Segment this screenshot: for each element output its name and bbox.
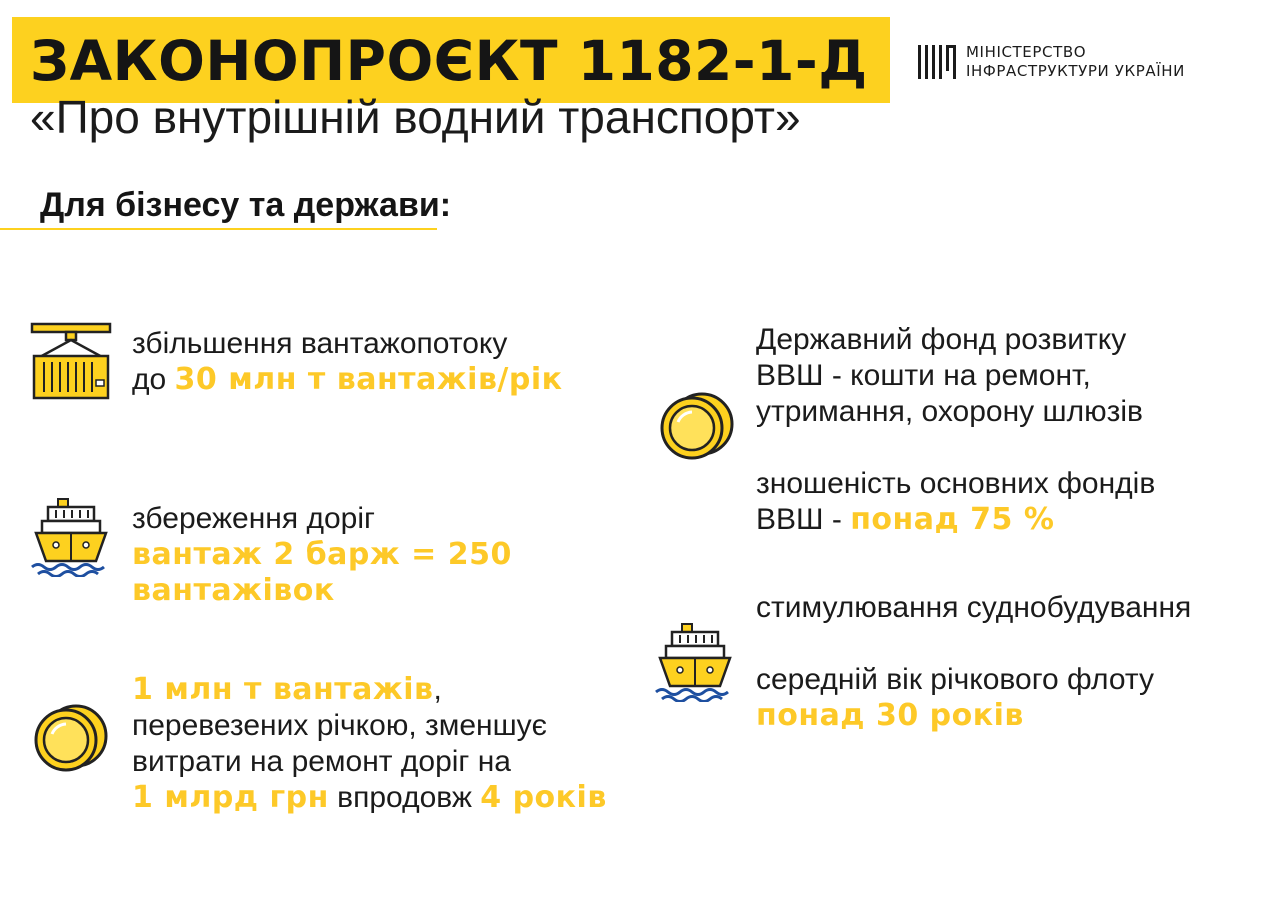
benefit-text: ВВШ - понад 75 % xyxy=(756,502,1055,537)
benefit-highlight: вантаж 2 барж = 250 xyxy=(132,537,512,572)
page-subtitle: «Про внутрішній водний транспорт» xyxy=(30,91,801,143)
coins-icon xyxy=(30,698,110,778)
ministry-name xyxy=(966,43,1185,81)
benefit-highlight: 1 млн т вантажів xyxy=(132,672,434,707)
benefit-text: 1 млн т вантажів, xyxy=(132,672,442,707)
benefit-repair-costs xyxy=(132,672,607,816)
ship-icon xyxy=(30,497,112,577)
ship-icon xyxy=(654,622,736,702)
benefit-roads xyxy=(132,501,512,609)
benefit-highlight: 4 років xyxy=(480,780,607,815)
benefit-text: середній вік річкового флоту xyxy=(756,663,1154,696)
benefit-text: збільшення вантажопотоку xyxy=(132,327,508,360)
coins-icon xyxy=(656,386,736,466)
benefit-text: зношеність основних фондів xyxy=(756,467,1156,500)
benefit-text: перевезених річкою, зменшує xyxy=(132,709,547,742)
benefit-highlight: 30 млн т вантажів/рік xyxy=(174,362,563,397)
benefit-shipbuilding xyxy=(756,590,1191,734)
ministry-name-line2: ІНФРАСТРУКТУРИ УКРАЇНИ xyxy=(966,62,1185,80)
benefit-text: збереження доріг xyxy=(132,502,375,535)
benefit-text: 1 млрд грн впродовж 4 років xyxy=(132,780,607,815)
benefit-highlight: понад 30 років xyxy=(756,698,1024,733)
cargo-container-icon xyxy=(30,322,112,400)
benefit-development-fund xyxy=(756,322,1155,538)
section-underline xyxy=(0,228,437,230)
section-title: Для бізнесу та держави: xyxy=(40,186,452,224)
benefit-text: утримання, охорону шлюзів xyxy=(756,395,1143,428)
benefit-text: Державний фонд розвитку xyxy=(756,323,1127,356)
benefit-text: до 30 млн т вантажів/рік xyxy=(132,362,563,397)
benefit-highlight: 1 млрд грн xyxy=(132,780,329,815)
benefit-highlight: вантажівок xyxy=(132,573,335,608)
benefit-cargo-flow xyxy=(132,326,563,398)
ministry-logo xyxy=(918,43,1218,83)
benefit-text: витрати на ремонт доріг на xyxy=(132,745,511,778)
benefit-text: стимулювання суднобудування xyxy=(756,591,1192,624)
benefit-highlight: понад 75 % xyxy=(850,502,1055,537)
benefit-text: ВВШ - кошти на ремонт, xyxy=(756,359,1091,392)
page-title: ЗАКОНОПРОЄКТ 1182-1-Д xyxy=(30,29,868,93)
ministry-name-line1: МІНІСТЕРСТВО xyxy=(966,43,1087,61)
ministry-emblem-icon xyxy=(918,45,958,79)
